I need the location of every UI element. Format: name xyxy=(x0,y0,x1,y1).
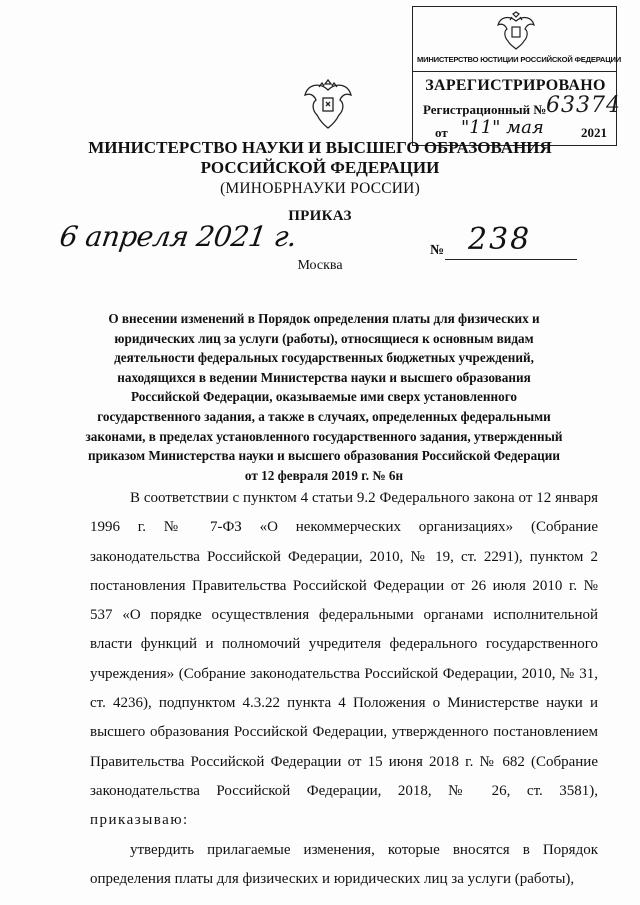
ministry-short-name: (МИНОБРНАУКИ РОССИИ) xyxy=(220,180,420,197)
stamp-reg-number-label: Регистрационный № xyxy=(423,102,547,117)
stamp-divider xyxy=(413,71,616,72)
order-number-label: № xyxy=(430,243,445,258)
ministry-name-line-2: РОССИЙСКОЙ ФЕДЕРАЦИИ xyxy=(200,158,440,177)
ministry-header xyxy=(60,138,580,200)
stamp-registered-label: ЗАРЕГИСТРИРОВАНО xyxy=(425,77,606,94)
order-date-handwritten: 6 апреля 2021 г. xyxy=(57,220,299,253)
body-paragraph-1 xyxy=(90,484,598,836)
stamp-date-value xyxy=(453,117,544,138)
order-city: Москва xyxy=(297,258,343,273)
stamp-year: 2021 xyxy=(581,125,607,140)
ministry-name-line-1: МИНИСТЕРСТВО НАУКИ И ВЫСШЕГО ОБРАЗОВАНИЯ xyxy=(88,138,552,157)
coat-of-arms-icon xyxy=(495,11,537,51)
stamp-ministry-name: МИНИСТЕРСТВО ЮСТИЦИИ РОССИЙСКОЙ ФЕДЕРАЦИИ xyxy=(417,55,622,64)
body-paragraph-2: утвердить прилагаемые изменения, которые вносятся в Порядок определения платы для физических и юридических лиц за услуги (работы), xyxy=(90,841,598,887)
order-number-handwritten: 238 xyxy=(468,222,532,257)
order-body xyxy=(90,484,598,894)
order-title: ПРИКАЗ xyxy=(288,208,352,224)
order-directive: приказываю: xyxy=(90,812,189,829)
stamp-from-label: от xyxy=(435,125,448,140)
stamp-reg-number-value: 63374 xyxy=(546,93,621,118)
body-paragraph-1-text: В соответствии с пунктом 4 статьи 9.2 Федерального закона от 12 января 1996 г. № 7-ФЗ «О некоммерческих организациях» (Собрание законодательства Российской Федерации, 2010, № 19, ст. 2291), пунктом 2 постановления Правительства Российской Федерации от 26 июля 2010 г. № 537 «О порядке осуществления федеральными органами исполнительной власти функций и полномочий учредителя федерального государственного учреждения» (Собрание законодательства Российской Федерации, 2010, № 31, ст. 4236), подпунктом 4.3.22 пункта 4 Положения о Министерстве науки и высшего образования Российской Федерации, утвержденного постановлением Правительства Российской Федерации от 15 июня 2018 г. № 682 (Собрание законодательства Российской Федерации, 2018, № 26, ст. 3581), xyxy=(90,490,598,799)
registration-stamp xyxy=(412,6,622,146)
stamp-date-text: "11" мая xyxy=(461,117,544,138)
coat-of-arms-icon xyxy=(302,78,354,132)
order-subject: О внесении изменений в Порядок определения платы для физических и юридических лиц за услуги (работы), относящиеся к основным видам деятельности федеральных государственных бюджетных учреждений, находящихся в ведении Министерства науки и высшего образования Российской Федерации, оказываемые ими сверх установленного государственного задания, а также в случаях, определенных федеральными законами, в пределах установленного государственного задания, утвержденный приказом Министерства науки и высшего образования Российской Федерации от 12 февраля 2019 г. № 6н xyxy=(85,311,563,483)
